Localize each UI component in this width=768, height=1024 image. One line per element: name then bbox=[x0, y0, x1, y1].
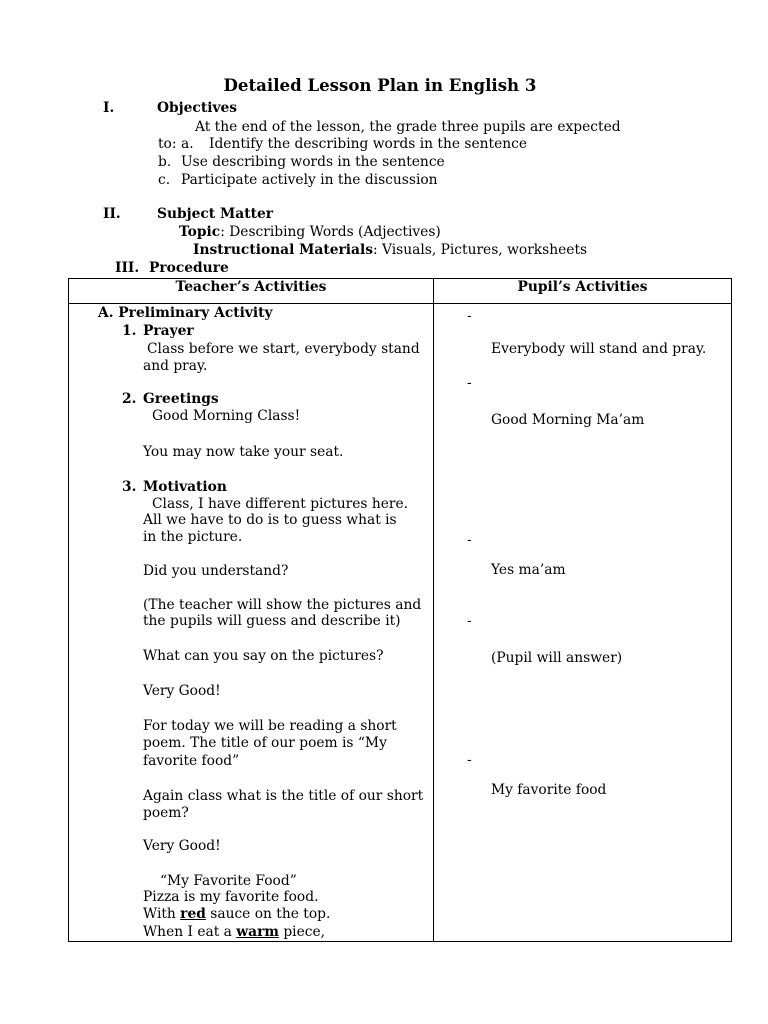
teacher-line: in the picture. bbox=[143, 529, 243, 545]
objective-marker: a. bbox=[181, 136, 194, 152]
poem-adjective: warm bbox=[236, 924, 279, 940]
teacher-line: All we have to do is to guess what is bbox=[143, 512, 397, 528]
preliminary-activity-heading: A. Preliminary Activity bbox=[98, 305, 273, 321]
response-dash: - bbox=[467, 752, 472, 768]
response-dash: - bbox=[467, 613, 472, 629]
greetings-heading: Greetings bbox=[143, 391, 219, 407]
poem-line bbox=[143, 923, 325, 941]
table-column-divider bbox=[433, 278, 434, 942]
response-dash: - bbox=[467, 532, 472, 548]
motivation-number: 3. bbox=[122, 479, 137, 495]
teacher-line: Again class what is the title of our short bbox=[143, 788, 424, 804]
topic-value: : Describing Words (Adjectives) bbox=[220, 224, 441, 240]
teacher-line: Did you understand? bbox=[143, 563, 289, 579]
response-dash: - bbox=[467, 375, 472, 391]
prayer-number: 1. bbox=[122, 323, 137, 339]
teacher-line: Very Good! bbox=[143, 683, 221, 699]
poem-title: “My Favorite Food” bbox=[160, 873, 297, 889]
objective-marker: c. bbox=[158, 172, 171, 188]
teacher-line: (The teacher will show the pictures and bbox=[143, 597, 422, 613]
objective-text: Use describing words in the sentence bbox=[181, 154, 445, 170]
poem-text: When I eat a bbox=[143, 924, 237, 940]
materials-line bbox=[193, 241, 587, 259]
teacher-line: the pupils will guess and describe it) bbox=[143, 613, 401, 629]
pupil-response: (Pupil will answer) bbox=[491, 650, 623, 666]
materials-label: Instructional Materials bbox=[193, 242, 373, 258]
motivation-heading: Motivation bbox=[143, 479, 227, 495]
objective-text: Participate actively in the discussion bbox=[181, 172, 438, 188]
teacher-line: Class, I have different pictures here. bbox=[152, 496, 409, 512]
topic-line bbox=[179, 223, 441, 241]
objectives-lead-in: to: bbox=[158, 136, 177, 152]
procedure-numeral: III. bbox=[115, 260, 140, 276]
objectives-numeral: I. bbox=[103, 100, 115, 116]
objective-text: Identify the describing words in the sentence bbox=[209, 136, 528, 152]
teacher-line: and pray. bbox=[143, 358, 208, 374]
greetings-number: 2. bbox=[122, 391, 137, 407]
pupil-response: Good Morning Ma’am bbox=[491, 412, 645, 428]
teacher-line: You may now take your seat. bbox=[143, 444, 344, 460]
poem-text: sauce on the top. bbox=[205, 906, 331, 922]
pupil-response: My favorite food bbox=[491, 782, 607, 798]
teacher-line: For today we will be reading a short bbox=[143, 718, 397, 734]
objectives-heading: Objectives bbox=[157, 100, 238, 116]
teacher-line: poem? bbox=[143, 805, 189, 821]
teacher-activities-header: Teacher’s Activities bbox=[175, 279, 327, 295]
objective-marker: b. bbox=[158, 154, 172, 170]
teacher-line: Class before we start, everybody stand bbox=[147, 341, 420, 357]
teacher-line: favorite food” bbox=[143, 753, 240, 769]
teacher-line: Good Morning Class! bbox=[152, 408, 301, 424]
topic-label: Topic bbox=[179, 224, 221, 240]
prayer-heading: Prayer bbox=[143, 323, 194, 339]
pupil-response: Everybody will stand and pray. bbox=[491, 341, 707, 357]
pupil-response: Yes ma’am bbox=[491, 562, 566, 578]
teacher-line: poem. The title of our poem is “My bbox=[143, 735, 387, 751]
poem-line: Pizza is my favorite food. bbox=[143, 889, 319, 905]
materials-value: : Visuals, Pictures, worksheets bbox=[372, 242, 588, 258]
procedure-heading: Procedure bbox=[149, 260, 229, 276]
teacher-line: Very Good! bbox=[143, 838, 221, 854]
document-title: Detailed Lesson Plan in English 3 bbox=[223, 75, 537, 95]
subject-matter-numeral: II. bbox=[103, 206, 121, 222]
poem-line bbox=[143, 905, 330, 923]
objectives-intro: At the end of the lesson, the grade three pupils are expected bbox=[195, 119, 621, 135]
subject-matter-heading: Subject Matter bbox=[157, 206, 273, 222]
pupil-activities-header: Pupil’s Activities bbox=[517, 279, 648, 295]
poem-adjective: red bbox=[180, 906, 206, 922]
teacher-line: What can you say on the pictures? bbox=[143, 648, 384, 664]
response-dash: - bbox=[467, 308, 472, 324]
poem-text: piece, bbox=[278, 924, 326, 940]
poem-text: With bbox=[143, 906, 181, 922]
